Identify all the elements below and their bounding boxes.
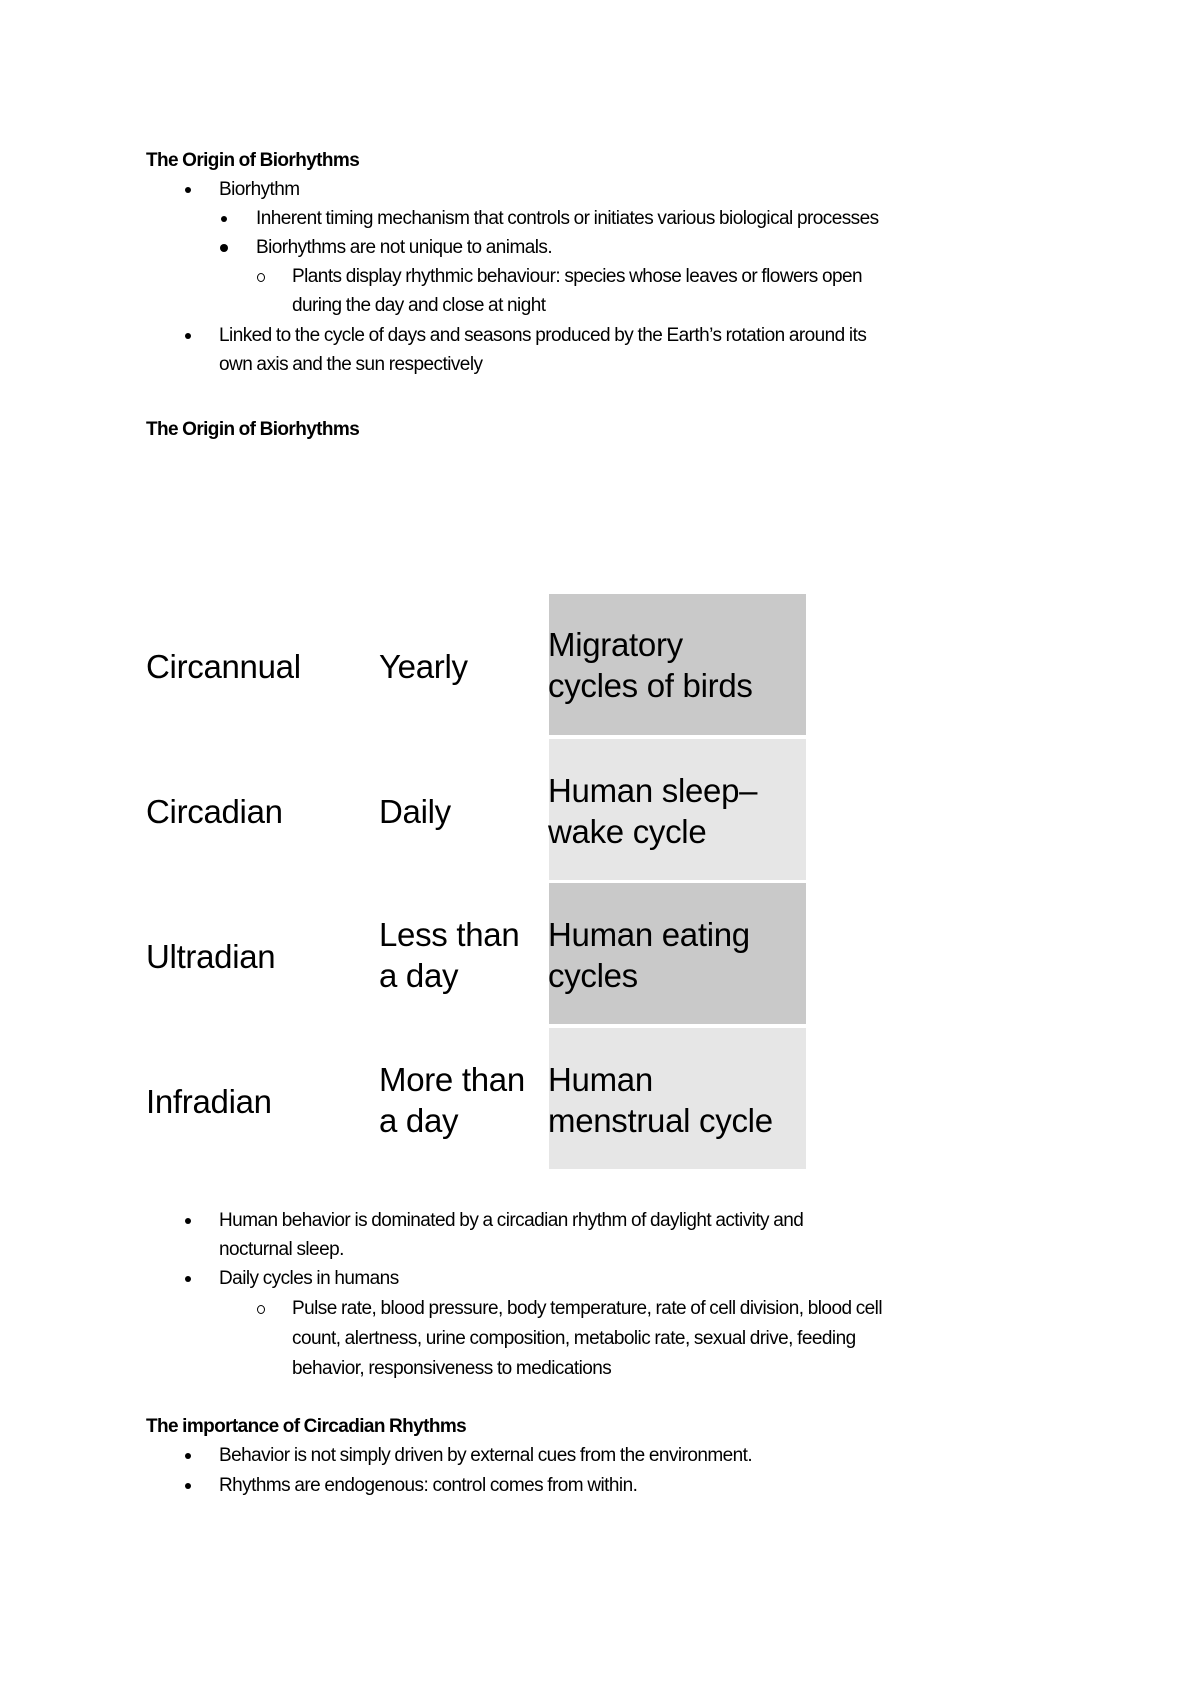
bullet-disc-icon xyxy=(185,321,191,350)
list-item-text-continued: count, alertness, urine composition, metabolic rate, sexual drive, feeding xyxy=(292,1328,856,1349)
rhythm-period-line1: More than xyxy=(379,1061,525,1098)
rhythm-example-line1: Migratory xyxy=(548,626,683,663)
bullet-disc-icon xyxy=(185,1441,191,1470)
rhythm-period-line2: a day xyxy=(379,957,459,994)
section-heading-importance: The importance of Circadian Rhythms xyxy=(146,1416,467,1437)
section-heading-origin: The Origin of Biorhythms xyxy=(146,150,360,171)
rhythm-name: Circadian xyxy=(146,793,283,830)
list-item-text: Linked to the cycle of days and seasons produced by the Earth’s rotation around its xyxy=(219,325,867,346)
rhythm-name: Circannual xyxy=(146,648,301,685)
list-item-text: Daily cycles in humans xyxy=(219,1268,399,1289)
rhythm-name: Infradian xyxy=(146,1083,272,1120)
list-item-text-continued: behavior, responsiveness to medications xyxy=(292,1358,612,1379)
bullet-circle-icon xyxy=(257,262,265,291)
rhythm-period: Daily xyxy=(379,793,451,830)
bullet-disc-icon xyxy=(185,1264,191,1293)
bullet-circle-icon xyxy=(257,1294,265,1323)
list-item-text: Human behavior is dominated by a circadian rhythm of daylight activity and xyxy=(219,1210,804,1231)
list-item-text-continued: during the day and close at night xyxy=(292,295,546,316)
rhythm-example-line2: cycles xyxy=(548,957,638,994)
rhythm-name: Ultradian xyxy=(146,938,276,975)
list-item-text-continued: nocturnal sleep. xyxy=(219,1239,344,1260)
bullet-disc-icon xyxy=(221,204,227,233)
bullet-disc-icon xyxy=(185,1206,191,1235)
bullet-disc-icon xyxy=(220,233,228,262)
list-item-text: Biorhythm xyxy=(219,179,300,200)
list-item-text-continued: own axis and the sun respectively xyxy=(219,354,483,375)
rhythm-period-line2: a day xyxy=(379,1102,459,1139)
rhythm-example-line1: Human xyxy=(548,1061,653,1098)
bullet-disc-icon xyxy=(185,1471,191,1500)
rhythm-example-line2: wake cycle xyxy=(548,813,707,850)
bullet-disc-icon xyxy=(185,175,191,204)
rhythm-example-line1: Human eating xyxy=(548,916,750,953)
rhythm-period: Yearly xyxy=(379,648,468,685)
list-item-text: Behavior is not simply driven by external cues from the environment. xyxy=(219,1445,753,1466)
list-item-text: Rhythms are endogenous: control comes from within. xyxy=(219,1475,638,1496)
rhythm-example-line1: Human sleep– xyxy=(548,772,758,809)
list-item-text: Biorhythms are not unique to animals. xyxy=(256,237,553,258)
list-item-text: Inherent timing mechanism that controls or initiates various biological processes xyxy=(256,208,879,229)
rhythm-example-line2: menstrual cycle xyxy=(548,1102,773,1139)
section-heading-origin-2: The Origin of Biorhythms xyxy=(146,419,360,440)
rhythm-example-line2: cycles of birds xyxy=(548,667,753,704)
rhythm-period-line1: Less than xyxy=(379,916,520,953)
list-item-text: Pulse rate, blood pressure, body temperature, rate of cell division, blood cell xyxy=(292,1298,883,1319)
list-item-text: Plants display rhythmic behaviour: species whose leaves or flowers open xyxy=(292,266,863,287)
